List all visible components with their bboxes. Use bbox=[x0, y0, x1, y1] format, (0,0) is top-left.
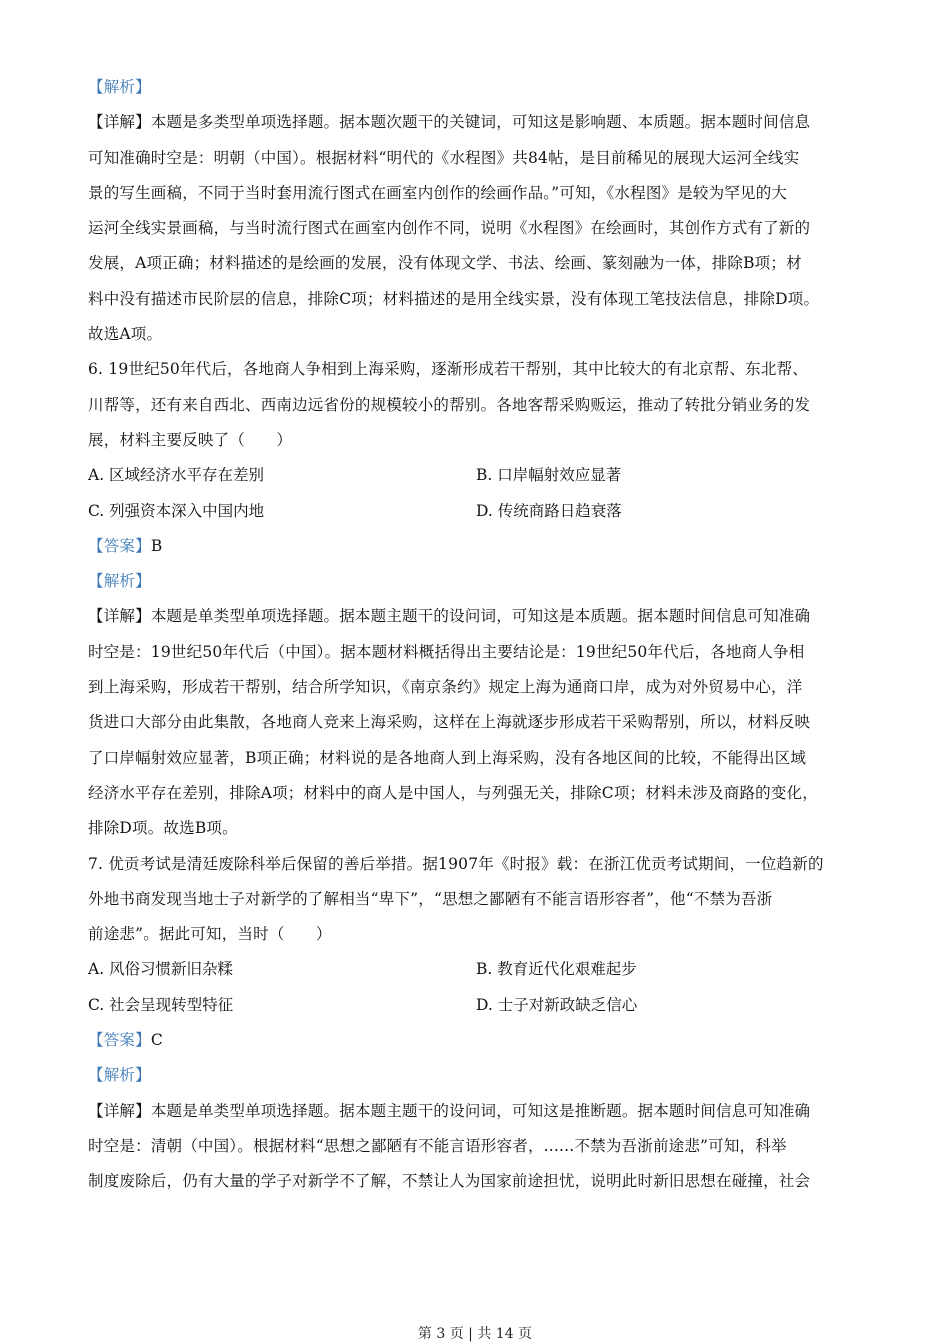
detail-line: 货进口大部分由此集散，各地商人竞来上海采购，这样在上海就逐步形成若干采购帮别，所以，材料反映 bbox=[88, 713, 811, 732]
detail-label: 【详解】 bbox=[88, 607, 151, 626]
option-d: D. 士子对新政缺乏信心 bbox=[476, 995, 638, 1014]
detail-line: 经济水平存在差别，排除A项；材料中的商人是中国人，与列强无关，排除C项；材料未涉及商路的变化， bbox=[88, 783, 818, 802]
detail-line: 可知准确时空是：明朝（中国）。根据材料“明代的《水程图》共84帖，是目前稀见的展现大运河全线实 bbox=[88, 148, 800, 167]
question-6-options-row bbox=[88, 494, 878, 529]
question-7-stem: 7. 优贡考试是清廷废除科举后保留的善后举措。据1907年《时报》载：在浙江优贡考试期间，一位趋新的 bbox=[88, 854, 824, 873]
answer-line bbox=[88, 529, 878, 564]
detail-label: 【详解】 bbox=[88, 113, 151, 132]
option-a: A. 风俗习惯新旧杂糅 bbox=[88, 960, 234, 979]
detail-line: 到上海采购，形成若干帮别，结合所学知识，《南京条约》规定上海为通商口岸，成为对外贸易中心，洋 bbox=[88, 678, 803, 697]
question-7-stem: 前途悲”。据此可知，当时（ ） bbox=[88, 925, 332, 944]
analysis-label: 【解析】 bbox=[88, 78, 151, 96]
answer-value: C bbox=[150, 1031, 163, 1050]
option-a: A. 区域经济水平存在差别 bbox=[88, 466, 265, 485]
page-footer: 第 3 页 | 共 14 页 bbox=[417, 1326, 533, 1342]
detail-line: 景的写生画稿，不同于当时套用流行图式在画室内创作的绘画作品。”可知，《水程图》是较为罕见的大 bbox=[88, 183, 788, 202]
question-7-stem: 外地书商发现当地士子对新学的了解相当“卑下”，“思想之鄙陋有不能言语形容者”，他“不禁为吾浙 bbox=[88, 889, 773, 908]
detail-line: 故选A项。 bbox=[88, 325, 163, 344]
answer-label: 【答案】 bbox=[88, 536, 151, 555]
detail-line: 时空是：清朝（中国）。根据材料“思想之鄙陋有不能言语形容者，......不禁为吾浙前途悲”可知，科举 bbox=[88, 1136, 787, 1155]
question-6-options-row bbox=[88, 458, 878, 493]
question-6-stem: 展，材料主要反映了（ ） bbox=[88, 430, 293, 449]
analysis-label: 【解析】 bbox=[88, 1066, 151, 1085]
answer-label: 【答案】 bbox=[88, 1031, 151, 1050]
detail-line: 运河全线实景画稿，与当时流行图式在画室内创作不同，说明《水程图》在绘画时，其创作方式有了新的 bbox=[88, 219, 811, 238]
answer-line bbox=[88, 1023, 878, 1058]
detail-line: 料中没有描述市民阶层的信息，排除C项；材料描述的是用全线实景，没有体现工笔技法信息，排除D项。 bbox=[88, 289, 820, 308]
answer-value: B bbox=[150, 536, 163, 555]
question-6-stem: 川帮等，还有来自西北、西南边远省份的规模较小的帮别。各地客帮采购贩运，推动了转批分销业务的发 bbox=[88, 395, 811, 414]
analysis-label: 【解析】 bbox=[88, 572, 151, 591]
option-b: B. 教育近代化艰难起步 bbox=[476, 960, 637, 979]
detail-line: 排除D项。故选B项。 bbox=[88, 819, 238, 838]
option-c: C. 列强资本深入中国内地 bbox=[88, 501, 265, 520]
detail-line: 制度废除后，仍有大量的学子对新学不了解，不禁让人为国家前途担忧，说明此时新旧思想在碰撞，社会 bbox=[88, 1172, 811, 1191]
detail-line: 时空是：19世纪50年代后（中国）。据本题材料概括得出主要结论是：19世纪50年代后，各地商人争相 bbox=[88, 642, 805, 661]
question-6-stem: 6. 19世纪50年代后，各地商人争相到上海采购，逐渐形成若干帮别，其中比较大的有北京帮、东北帮、 bbox=[88, 360, 808, 379]
detail-line: 【详解】本题是单类型单项选择题。据本题主题干的设问词，可知这是本质题。据本题时间信息可知准确 bbox=[88, 607, 811, 626]
question-7-options-row bbox=[88, 952, 878, 987]
document-page bbox=[88, 70, 878, 1200]
detail-line: 发展，A项正确；材料描述的是绘画的发展，没有体现文学、书法、绘画、篆刻融为一体，排除B项；材 bbox=[88, 254, 802, 273]
detail-line: 【详解】本题是多类型单项选择题。据本题次题干的关键词，可知这是影响题、本质题。据本题时间信息 bbox=[88, 113, 811, 132]
detail-label: 【详解】 bbox=[88, 1101, 151, 1120]
question-7-options-row bbox=[88, 988, 878, 1023]
option-b: B. 口岸幅射效应显著 bbox=[476, 466, 622, 485]
detail-line: 了口岸幅射效应显著，B项正确；材料说的是各地商人到上海采购，没有各地区间的比较，不能得出区域 bbox=[88, 748, 807, 767]
option-d: D. 传统商路日趋衰落 bbox=[476, 501, 622, 520]
option-c: C. 社会呈现转型特征 bbox=[88, 995, 234, 1014]
detail-line: 【详解】本题是单类型单项选择题。据本题主题干的设问词，可知这是推断题。据本题时间信息可知准确 bbox=[88, 1101, 811, 1120]
